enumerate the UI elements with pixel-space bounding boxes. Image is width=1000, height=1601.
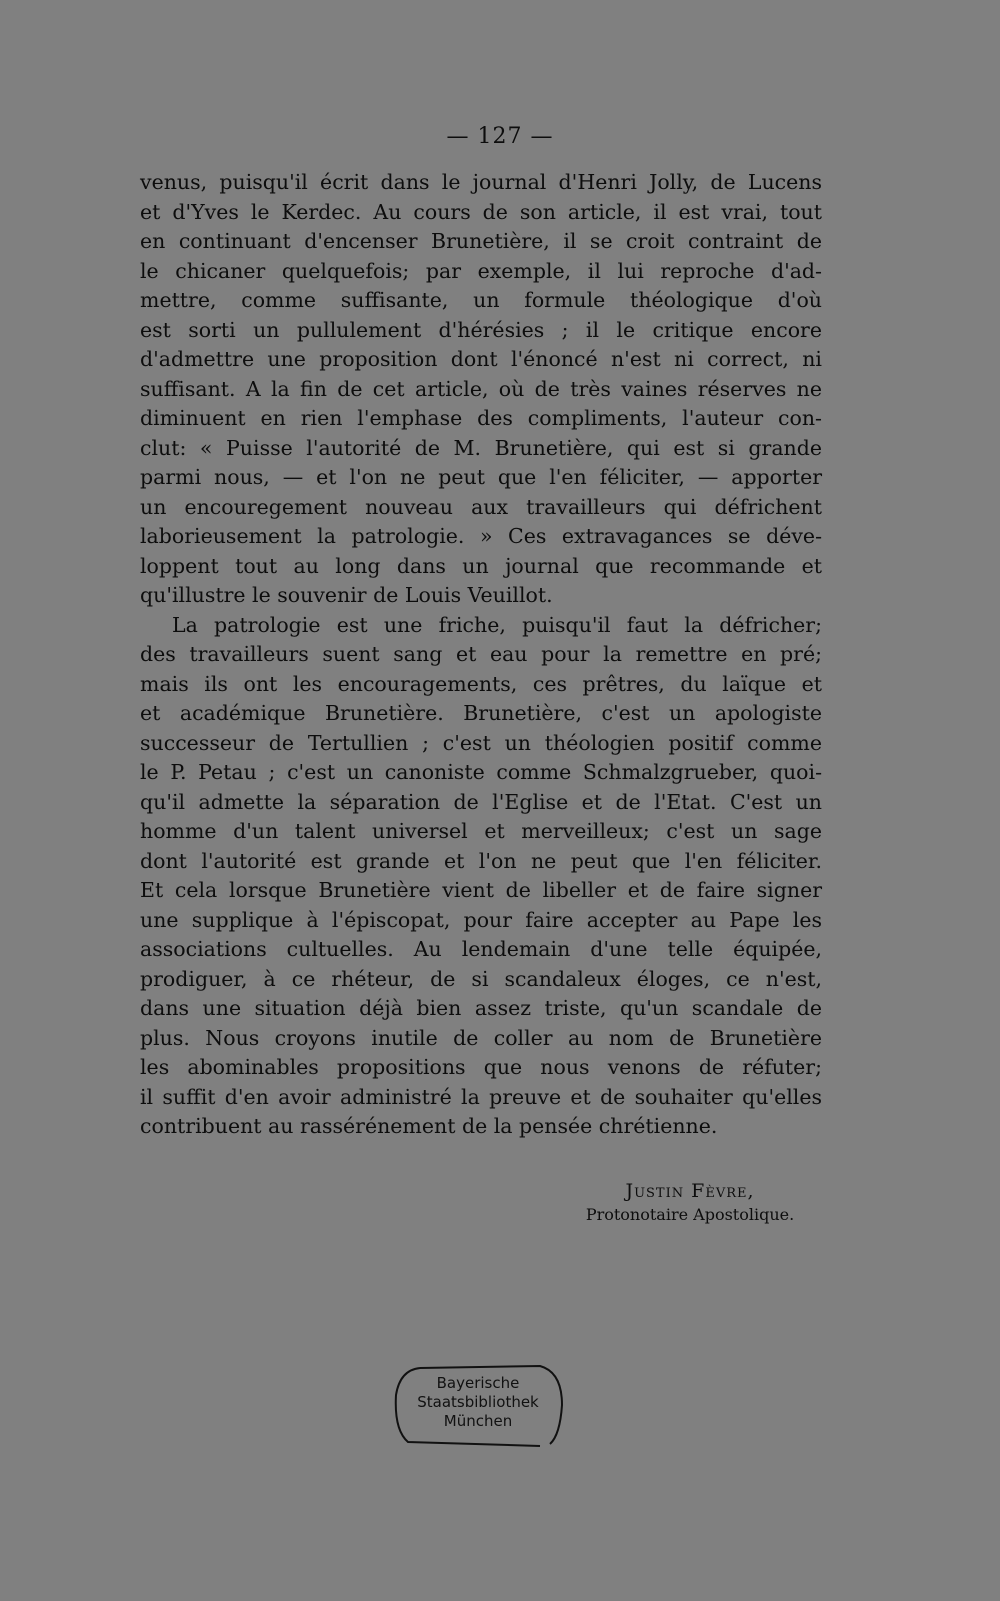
text-line: Et cela lorsque Brunetière vient de libeller et de faire signer bbox=[140, 878, 822, 902]
text-line: une supplique à l'épiscopat, pour faire accepter au Pape les bbox=[140, 907, 822, 932]
text-line: en continuant d'encenser Brunetière, il se croit contraint de bbox=[140, 229, 822, 253]
body-text bbox=[140, 168, 822, 1142]
text-line: loppent tout au long dans un journal que recommande et bbox=[140, 553, 822, 578]
text-line: qu'illustre le souvenir de Louis Veuillot. bbox=[140, 583, 553, 607]
text-line: mais ils ont les encouragements, ces prêtres, du laïque et bbox=[140, 671, 822, 696]
stamp-line: Bayerische bbox=[436, 1374, 520, 1392]
text-line: La patrologie est une friche, puisqu'il faut la défricher; bbox=[172, 612, 822, 637]
text-line: le P. Petau ; c'est un canoniste comme Schmalzgrueber, quoi- bbox=[140, 760, 822, 784]
author-name: Justin Fèvre, bbox=[625, 1180, 755, 1202]
text-line: plus. Nous croyons inutile de coller au nom de Brunetière bbox=[140, 1025, 822, 1050]
text-line: venus, puisqu'il écrit dans le journal d'Henri Jolly, de Lucens bbox=[140, 170, 822, 194]
text-line: un encouregement nouveau aux travailleurs qui défrichent bbox=[140, 494, 822, 519]
text-line: contribuent au rassérénement de la pensée chrétienne. bbox=[140, 1114, 718, 1138]
text-line: homme d'un talent universel et merveilleux; c'est un sage bbox=[140, 819, 822, 843]
text-line: clut: « Puisse l'autorité de M. Brunetière, qui est si grande bbox=[140, 435, 822, 460]
library-stamp bbox=[390, 1360, 566, 1450]
text-line: est sorti un pullulement d'hérésies ; il le critique encore bbox=[140, 317, 822, 342]
text-line: diminuent en rien l'emphase des compliments, l'auteur con- bbox=[140, 406, 822, 430]
page-number: — 127 — bbox=[446, 124, 554, 149]
text-line: laborieusement la patrologie. » Ces extravagances se déve- bbox=[140, 524, 822, 548]
text-line: suffisant. A la fin de cet article, où de très vaines réserves ne bbox=[140, 376, 822, 401]
text-line: dans une situation déjà bien assez triste, qu'un scandale de bbox=[140, 996, 822, 1020]
text-line: dont l'autorité est grande et l'on ne peut que l'en féliciter. bbox=[140, 848, 822, 873]
text-line: et académique Brunetière. Brunetière, c'est un apologiste bbox=[140, 701, 822, 725]
text-line: parmi nous, — et l'on ne peut que l'en féliciter, — apporter bbox=[140, 465, 822, 489]
text-line: d'admettre une proposition dont l'énoncé n'est ni correct, ni bbox=[140, 347, 822, 371]
text-line: des travailleurs suent sang et eau pour la remettre en pré; bbox=[140, 642, 822, 666]
text-line: il suffit d'en avoir administré la preuve et de souhaiter qu'elles bbox=[140, 1084, 822, 1109]
text-line: prodiguer, à ce rhéteur, de si scandaleux éloges, ce n'est, bbox=[140, 966, 822, 991]
stamp-line: Staatsbibliothek bbox=[417, 1393, 539, 1411]
text-line: les abominables propositions que nous venons de réfuter; bbox=[140, 1055, 822, 1079]
author-title: Protonotaire Apostolique. bbox=[585, 1205, 795, 1224]
text-line: et d'Yves le Kerdec. Au cours de son article, il est vrai, tout bbox=[140, 199, 822, 224]
text-line: associations cultuelles. Au lendemain d'une telle équipée, bbox=[140, 937, 822, 961]
signature bbox=[560, 1178, 820, 1226]
text-line: qu'il admette la séparation de l'Eglise et de l'Etat. C'est un bbox=[140, 789, 822, 814]
stamp-line: München bbox=[443, 1412, 513, 1430]
text-line: successeur de Tertullien ; c'est un théologien positif comme bbox=[140, 730, 822, 755]
text-line: le chicaner quelquefois; par exemple, il lui reproche d'ad- bbox=[140, 258, 822, 283]
text-line: mettre, comme suffisante, un formule théologique d'où bbox=[140, 288, 822, 312]
